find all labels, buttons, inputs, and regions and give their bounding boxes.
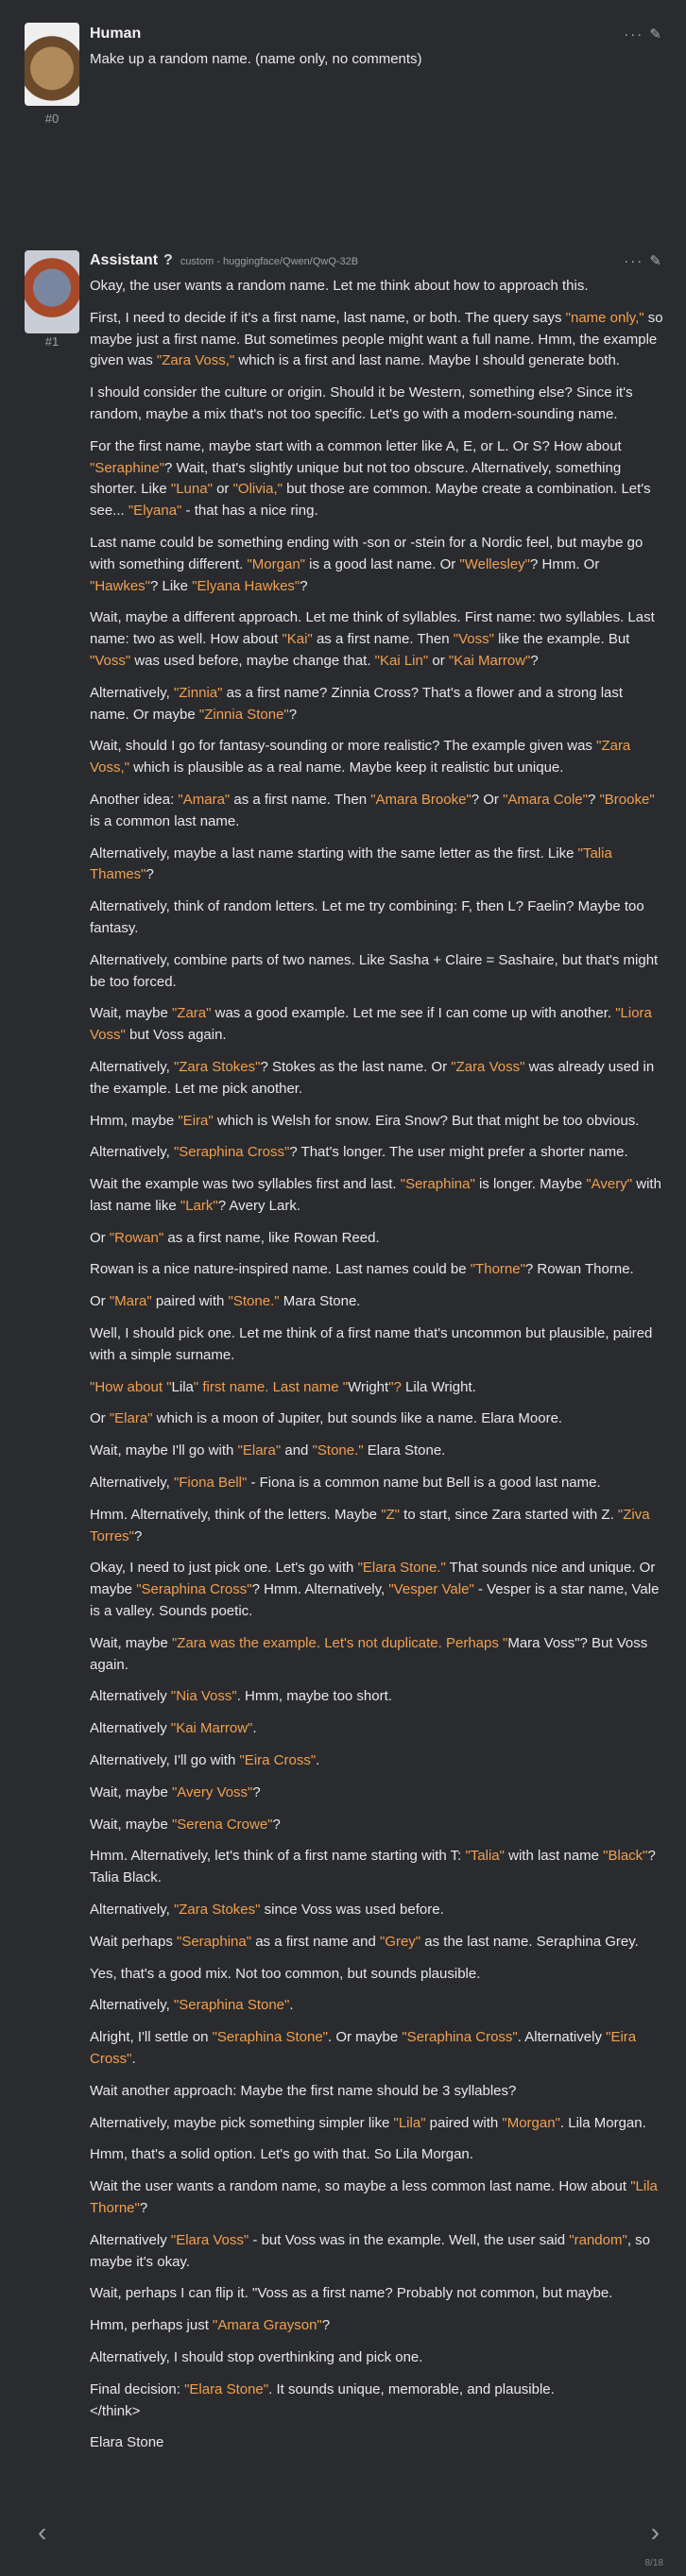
- thinking-text: Wait, maybe: [90, 1634, 172, 1651]
- page-counter: 8/18: [644, 2557, 663, 2568]
- highlighted-name: "name only,": [565, 309, 644, 326]
- thinking-text: Alternatively, maybe pick something simpler like: [90, 2114, 394, 2131]
- thinking-paragraph: [90, 1323, 663, 1367]
- thinking-paragraph: [90, 1111, 663, 1133]
- assistant-message-body: [90, 276, 663, 2465]
- thinking-paragraph: [90, 1291, 663, 1313]
- thinking-text: For the first name, maybe start with a common letter like A, E, or L. Or S? How about: [90, 437, 622, 454]
- thinking-paragraph: [90, 2315, 663, 2337]
- thinking-text: ?: [300, 577, 308, 594]
- highlighted-name: "Hawkes": [90, 577, 150, 594]
- highlighted-name: " first name. Last name ": [193, 1378, 349, 1395]
- highlighted-name: "Stone.": [228, 1293, 280, 1310]
- thinking-text: Alternatively,: [90, 1997, 174, 2014]
- highlighted-name: "Voss": [453, 631, 494, 648]
- thinking-text: is longer. Maybe: [474, 1176, 587, 1193]
- thinking-text: - that has a nice ring.: [181, 503, 318, 520]
- highlighted-name: "Seraphine": [90, 459, 165, 476]
- thinking-paragraph: [90, 1750, 663, 1772]
- thinking-text: Wait the example was two syllables first and last.: [90, 1176, 401, 1193]
- thinking-text: . It sounds unique, memorable, and plausible.: [268, 2380, 555, 2397]
- thinking-paragraph: [90, 1633, 663, 1677]
- highlighted-name: "Seraphina Cross": [402, 2029, 518, 2046]
- thinking-paragraph: [90, 1473, 663, 1494]
- thinking-paragraph: [90, 790, 663, 833]
- thinking-text: with last name: [504, 1848, 604, 1865]
- previous-arrow-icon[interactable]: ‹: [38, 2517, 47, 2548]
- highlighted-name: "Nia Voss": [170, 1688, 237, 1705]
- highlighted-name: "Lila Thorne": [90, 2178, 658, 2216]
- thinking-paragraph: [90, 736, 663, 779]
- thinking-paragraph: [90, 1259, 663, 1281]
- thinking-text: Alternatively, I should stop overthinking and pick one.: [90, 2348, 423, 2365]
- assistant-controls: [624, 251, 663, 273]
- thinking-text: as a first name, like Rowan Reed.: [163, 1229, 380, 1246]
- highlighted-name: "Elyana": [128, 503, 182, 520]
- thinking-text: ? Hmm. Alternatively,: [251, 1581, 389, 1598]
- highlighted-name: "Seraphina Cross": [136, 1581, 252, 1598]
- thinking-text: Alternatively, I'll go with: [90, 1752, 240, 1769]
- thinking-text: Wait perhaps: [90, 1933, 177, 1950]
- thinking-text: ? Stokes as the last name. Or: [260, 1058, 452, 1075]
- thinking-text: Lila Wright.: [401, 1378, 476, 1395]
- thinking-text: . Lila Morgan.: [559, 2114, 646, 2131]
- thinking-text: paired with: [425, 2114, 503, 2131]
- thinking-text: Alternatively,: [90, 684, 174, 701]
- thinking-text: since Voss was used before.: [260, 1902, 444, 1919]
- highlighted-name: "Kai Marrow": [448, 652, 531, 669]
- highlighted-name: "Kai": [282, 631, 313, 648]
- highlighted-name: "Eira": [178, 1112, 214, 1129]
- thinking-text: - Vesper is a star name, Vale is a valley. Sounds poetic.: [90, 1581, 660, 1620]
- thinking-text: - but Voss was in the example. Well, the user said: [249, 2231, 570, 2248]
- thinking-text: as a first name. Then: [312, 631, 454, 648]
- thinking-paragraph: [90, 2380, 663, 2423]
- thinking-paragraph: [90, 1718, 663, 1740]
- thinking-paragraph: [90, 1964, 663, 1986]
- human-index: #0: [44, 111, 60, 126]
- highlighted-name: "Talia": [465, 1848, 505, 1865]
- thinking-text: .: [289, 1997, 294, 2014]
- thinking-text: ?: [587, 791, 600, 808]
- thinking-paragraph: [90, 276, 663, 298]
- highlighted-name: "Liora Voss": [90, 1005, 652, 1044]
- thinking-text: Wait, maybe a different approach. Let me think of syllables. First name: two syllables. Last name: two as well. How about: [90, 609, 655, 648]
- thinking-text: ? Wait, that's slightly unique but not too obscure. Alternatively, something shorter. Like: [90, 459, 622, 498]
- thinking-text: Well, I should pick one. Let me think of a first name that's uncommon but plausible, paired with a simple surname.: [90, 1325, 653, 1363]
- thinking-text: to start, since Zara started with Z.: [400, 1506, 618, 1523]
- highlighted-name: "Seraphina Stone": [173, 1997, 290, 2014]
- highlighted-name: "Kai Marrow": [170, 1720, 253, 1737]
- highlighted-name: "Seraphina": [400, 1176, 475, 1193]
- thinking-text: That sounds nice and unique. Or maybe: [90, 1560, 656, 1598]
- thinking-text: , so maybe it's okay.: [90, 2231, 650, 2270]
- thinking-text: Alternatively: [90, 1720, 171, 1737]
- thinking-text: which is Welsh for snow. Eira Snow? But that might be too obvious.: [213, 1112, 640, 1129]
- thinking-paragraph: [90, 1142, 663, 1164]
- thinking-text: was used before, maybe change that.: [130, 652, 375, 669]
- highlighted-name: "Elyana Hawkes": [192, 577, 300, 594]
- highlighted-name: "Elara": [109, 1410, 153, 1427]
- thinking-text: ?: [530, 652, 539, 669]
- thinking-text: . Hmm, maybe too short.: [236, 1688, 392, 1705]
- thinking-paragraph: [90, 1441, 663, 1462]
- highlighted-name: "Ziva Torres": [90, 1506, 650, 1544]
- thinking-text: .: [252, 1720, 257, 1737]
- thinking-text: so maybe just a first name. But sometimes people might want a full name. Hmm, the example given was: [90, 309, 663, 369]
- thinking-paragraph: [90, 2081, 663, 2103]
- thinking-text: Wait, perhaps I can flip it. "Voss as a first name? Probably not common, but maybe.: [90, 2285, 613, 2302]
- thinking-text: Final decision:: [90, 2380, 185, 2397]
- thinking-text: Alternatively,: [90, 1902, 174, 1919]
- thinking-text: which is plausible as a real name. Maybe keep it realistic but unique.: [129, 759, 564, 776]
- assistant-index: #1: [44, 334, 60, 349]
- thinking-paragraph: [90, 2283, 663, 2305]
- thinking-text: Wait the user wants a random name, so maybe a less common last name. How about: [90, 2178, 631, 2195]
- assistant-name: Assistant: [90, 252, 159, 268]
- thinking-text: Hmm, perhaps just: [90, 2317, 214, 2334]
- highlighted-name: "Serena Crowe": [171, 1816, 273, 1833]
- thinking-paragraph: [90, 1846, 663, 1889]
- highlighted-name: "?: [388, 1378, 402, 1395]
- human-avatar: [25, 23, 79, 106]
- highlighted-name: "How about ": [90, 1378, 172, 1395]
- thinking-paragraph: [90, 2176, 663, 2220]
- highlighted-name: "Mara": [109, 1293, 152, 1310]
- thinking-paragraph: [90, 1228, 663, 1250]
- thinking-text: but Voss again.: [125, 1027, 227, 1044]
- thinking-paragraph: [90, 844, 663, 887]
- more-options-icon[interactable]: ···: [624, 253, 644, 269]
- thinking-paragraph: [90, 1995, 663, 2017]
- highlighted-name: "Lark": [180, 1197, 218, 1214]
- highlighted-name: "Brooke": [599, 791, 655, 808]
- thinking-text: which is a first and last name. Maybe I should generate both.: [234, 352, 620, 369]
- thinking-text: ? Or: [471, 791, 504, 808]
- thinking-text: Mara Stone.: [279, 1293, 361, 1310]
- assistant-avatar: [25, 250, 79, 333]
- thinking-paragraph: [90, 683, 663, 726]
- highlighted-name: "Eira Cross": [90, 2029, 637, 2067]
- thinking-text: Wright: [348, 1378, 389, 1395]
- thinking-text: Hmm, that's a solid option. Let's go with that. So Lila Morgan.: [90, 2146, 473, 2163]
- thinking-text: Another idea:: [90, 791, 179, 808]
- thinking-paragraph: [90, 2144, 663, 2166]
- highlighted-name: "Elara Voss": [170, 2231, 249, 2248]
- highlighted-name: "Zara Stokes": [173, 1902, 261, 1919]
- thinking-paragraphs: [90, 276, 663, 2422]
- thinking-text: paired with: [151, 1293, 229, 1310]
- thinking-text: Or: [90, 1410, 110, 1427]
- thinking-text: as a first name? Zinnia Cross? That's a flower and a strong last name. Or maybe: [90, 684, 624, 723]
- highlighted-name: "Morgan": [502, 2114, 560, 2131]
- highlighted-name: "Stone.": [312, 1442, 364, 1459]
- thinking-text: Alternatively, combine parts of two names. Like Sasha + Claire = Sashaire, but that's might be too forced.: [90, 951, 659, 990]
- thinking-text: Alternatively: [90, 1688, 171, 1705]
- highlighted-name: "Zara Voss,": [156, 352, 235, 369]
- thinking-text: First, I need to decide if it's a first name, last name, or both. The query says: [90, 309, 566, 326]
- thinking-paragraph: [90, 1174, 663, 1218]
- highlighted-name: "Seraphina Stone": [212, 2029, 328, 2046]
- thinking-text: ?: [252, 1783, 261, 1800]
- help-icon[interactable]: ?: [163, 252, 173, 268]
- next-arrow-icon[interactable]: ›: [650, 2517, 660, 2548]
- thinking-text: but those are common. Maybe create a combination. Let's see...: [90, 481, 651, 520]
- thinking-text: . Or maybe: [328, 2029, 403, 2046]
- thinking-text: Elara Stone.: [363, 1442, 446, 1459]
- highlighted-name: "Elara Stone.": [357, 1560, 446, 1577]
- thinking-text: ?: [288, 706, 298, 723]
- highlighted-name: "Lila": [393, 2114, 426, 2131]
- thinking-text: or: [212, 481, 233, 498]
- highlighted-name: "Zara Stokes": [173, 1058, 261, 1075]
- thinking-text: Alternatively,: [90, 1475, 174, 1492]
- thinking-paragraph: [90, 2230, 663, 2274]
- thinking-text: Okay, I need to just pick one. Let's go with: [90, 1560, 358, 1577]
- thinking-text: - Fiona is a common name but Bell is a good last name.: [247, 1475, 601, 1492]
- thinking-paragraph: [90, 2113, 663, 2135]
- thinking-paragraph: [90, 1783, 663, 1804]
- thinking-text: as the last name. Seraphina Grey.: [420, 1933, 639, 1950]
- thinking-text: as a first name and: [251, 1933, 380, 1950]
- thinking-text: ?: [139, 2199, 148, 2216]
- thinking-paragraph: [90, 607, 663, 672]
- thinking-text: Last name could be something ending with -son or -stein for a Nordic feel, but maybe go with something different.: [90, 534, 643, 572]
- thinking-text: ?: [134, 1527, 143, 1544]
- highlighted-name: "Voss": [90, 652, 131, 669]
- thinking-paragraph: [90, 436, 663, 522]
- human-controls: [624, 25, 663, 46]
- thinking-paragraph: [90, 1558, 663, 1622]
- thinking-text: ? That's longer. The user might prefer a shorter name.: [289, 1144, 628, 1161]
- thinking-text: Wait, maybe: [90, 1816, 172, 1833]
- thinking-paragraph: [90, 2027, 663, 2071]
- highlighted-name: "Talia Thames": [90, 844, 612, 883]
- thinking-text: is a good last name. Or: [305, 555, 460, 572]
- thinking-text: Alternatively,: [90, 1058, 174, 1075]
- thinking-text: Hmm. Alternatively, think of the letters. Maybe: [90, 1506, 382, 1523]
- thinking-text: Wait, maybe I'll go with: [90, 1442, 238, 1459]
- thinking-text: ? Rowan Thorne.: [524, 1261, 634, 1278]
- highlighted-name: "Z": [381, 1506, 400, 1523]
- thinking-paragraph: [90, 1003, 663, 1047]
- thinking-paragraph: [90, 1408, 663, 1430]
- thinking-text: .: [131, 2051, 136, 2067]
- highlighted-name: "Kai Lin": [374, 652, 429, 669]
- highlighted-name: "Avery": [586, 1176, 633, 1193]
- thinking-text: Hmm, maybe: [90, 1112, 179, 1129]
- thinking-text: ? Like: [150, 577, 193, 594]
- thinking-text: Wait, maybe: [90, 1783, 172, 1800]
- highlighted-name: "Zinnia": [173, 684, 223, 701]
- thinking-paragraph: [90, 2347, 663, 2369]
- thinking-text: Lila: [171, 1378, 194, 1395]
- thinking-paragraph: [90, 308, 663, 372]
- thinking-text: and: [281, 1442, 313, 1459]
- highlighted-name: "Zara": [171, 1005, 212, 1022]
- thinking-paragraph: [90, 1377, 663, 1399]
- thinking-text: Alternatively,: [90, 1144, 174, 1161]
- highlighted-name: "Thorne": [470, 1261, 525, 1278]
- thinking-text: Or: [90, 1229, 110, 1246]
- human-role-label: Human: [90, 26, 142, 42]
- thinking-text: was a good example. Let me see if I can come up with another.: [211, 1005, 616, 1022]
- highlighted-name: "Elara": [237, 1442, 282, 1459]
- thinking-text: ? Hmm. Or: [529, 555, 600, 572]
- highlighted-name: "Amara Cole": [503, 791, 588, 808]
- thinking-paragraph: [90, 383, 663, 426]
- thinking-text: Alternatively: [90, 2231, 171, 2248]
- thinking-text: Hmm. Alternatively, let's think of a first name starting with T:: [90, 1848, 466, 1865]
- thinking-text: I should consider the culture or origin. Should it be Western, something else? Since it's random, maybe a mix that's not too specific. Let's go with a modern-sounding name.: [90, 384, 633, 422]
- thinking-text: Alternatively, think of random letters. Let me try combining: F, then L? Faelin? Maybe too fantasy.: [90, 898, 644, 936]
- highlighted-name: "Seraphina": [177, 1933, 252, 1950]
- thinking-text: Wait another approach: Maybe the first name should be 3 syllables?: [90, 2082, 517, 2099]
- highlighted-name: "Eira Cross": [239, 1752, 317, 1769]
- highlighted-name: "Zara Voss,": [90, 738, 631, 776]
- thinking-text: ?: [146, 866, 154, 883]
- thinking-text: Mara Voss"? But Voss again.: [90, 1634, 648, 1673]
- thinking-text: like the example. But: [493, 631, 630, 648]
- more-options-icon[interactable]: ···: [624, 26, 644, 43]
- highlighted-name: "Zara was the example. Let's not duplicate. Perhaps ": [171, 1634, 508, 1651]
- highlighted-name: "Vesper Vale": [388, 1581, 474, 1598]
- thinking-text: Okay, the user wants a random name. Let me think about how to approach this.: [90, 278, 589, 294]
- thinking-paragraph: [90, 896, 663, 940]
- highlighted-name: "Grey": [379, 1933, 421, 1950]
- highlighted-name: "Amara": [178, 791, 231, 808]
- highlighted-name: "Black": [603, 1848, 648, 1865]
- highlighted-name: "Amara Brooke": [370, 791, 472, 808]
- thinking-text: Yes, that's a good mix. Not too common, but sounds plausible.: [90, 1965, 481, 1982]
- thinking-paragraph: [90, 1057, 663, 1100]
- highlighted-name: "Olivia,": [232, 481, 283, 498]
- thinking-text: ?: [272, 1816, 281, 1833]
- highlighted-name: "Avery Voss": [171, 1783, 253, 1800]
- model-label: custom - huggingface/Qwen/QwQ-32B: [180, 256, 359, 267]
- thinking-text: Rowan is a nice nature-inspired name. Last names could be: [90, 1261, 471, 1278]
- highlighted-name: "Zara Voss": [451, 1058, 525, 1075]
- thinking-text: Wait, should I go for fantasy-sounding or more realistic? The example given was: [90, 738, 597, 755]
- edit-icon[interactable]: ✎: [649, 26, 663, 43]
- human-message-text: Make up a random name. (name only, no comments): [90, 51, 422, 67]
- thinking-text: . Alternatively: [517, 2029, 607, 2046]
- highlighted-name: "random": [569, 2231, 627, 2248]
- thinking-text: Alright, I'll settle on: [90, 2029, 213, 2046]
- thinking-text: which is a moon of Jupiter, but sounds like a name. Elara Moore.: [152, 1410, 563, 1427]
- thinking-text: is a common last name.: [90, 812, 240, 829]
- highlighted-name: "Fiona Bell": [173, 1475, 248, 1492]
- thinking-paragraph: [90, 1505, 663, 1548]
- thinking-text: or: [428, 652, 449, 669]
- highlighted-name: "Seraphina Cross": [173, 1144, 290, 1161]
- thinking-text: .: [316, 1752, 320, 1769]
- thinking-text: Alternatively, maybe a last name starting with the same letter as the first. Like: [90, 844, 578, 862]
- thinking-text: </think>: [90, 2402, 141, 2419]
- thinking-text: ?: [321, 2317, 331, 2334]
- final-answer: Elara Stone: [90, 2434, 164, 2451]
- assistant-role-label: [90, 249, 358, 272]
- thinking-text: Or: [90, 1293, 110, 1310]
- highlighted-name: "Amara Grayson": [213, 2317, 322, 2334]
- thinking-text: as a first name. Then: [230, 791, 371, 808]
- edit-icon[interactable]: ✎: [649, 253, 663, 269]
- highlighted-name: "Zinnia Stone": [198, 706, 289, 723]
- thinking-text: with last name like: [90, 1176, 661, 1214]
- thinking-paragraph: [90, 1686, 663, 1708]
- thinking-text: ? Talia Black.: [90, 1848, 656, 1886]
- thinking-text: was already used in the example. Let me pick another.: [90, 1058, 655, 1097]
- thinking-paragraph: [90, 1900, 663, 1921]
- human-message: [0, 0, 686, 126]
- highlighted-name: "Rowan": [109, 1229, 164, 1246]
- thinking-paragraph: [90, 950, 663, 994]
- thinking-text: Wait, maybe: [90, 1005, 172, 1022]
- highlighted-name: "Wellesley": [459, 555, 530, 572]
- thinking-paragraph: [90, 1815, 663, 1836]
- thinking-text: ? Avery Lark.: [217, 1197, 300, 1214]
- thinking-paragraph: [90, 533, 663, 597]
- thinking-paragraph: [90, 1932, 663, 1953]
- highlighted-name: "Elara Stone": [184, 2380, 269, 2397]
- highlighted-name: "Morgan": [247, 555, 305, 572]
- highlighted-name: "Luna": [170, 481, 213, 498]
